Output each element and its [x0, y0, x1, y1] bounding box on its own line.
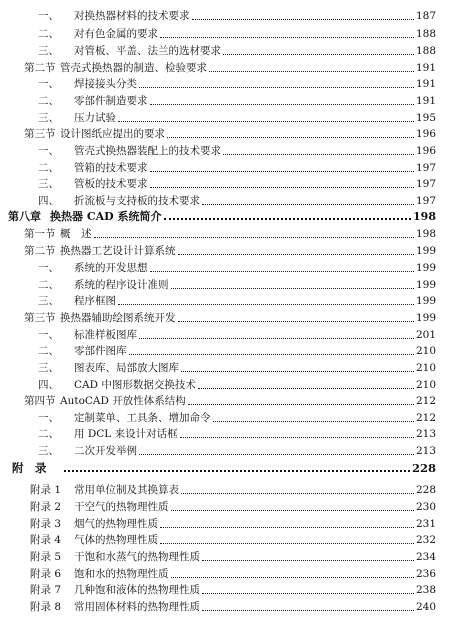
toc-entry-number: 三、	[38, 445, 59, 457]
toc-entry-number: 四、	[38, 379, 59, 391]
toc-entry-title: 管箱的技术要求	[74, 162, 148, 174]
toc-entry-title: 换热器工艺设计计算系统	[60, 245, 176, 257]
toc-entry	[30, 568, 436, 581]
dot-leader	[150, 271, 414, 272]
toc-entry	[38, 379, 436, 392]
toc-entry	[38, 445, 436, 458]
toc-entry-title: 管壳式换热器装配上的技术要求	[74, 145, 221, 157]
toc-entry-page: 199	[415, 279, 436, 291]
toc-entry-number: 附 录	[12, 461, 47, 475]
toc-entry-number: 二、	[38, 28, 59, 40]
toc-entry-page: 201	[415, 329, 436, 341]
toc-entry-page: 191	[415, 78, 436, 90]
toc-entry-number: 第八章	[8, 210, 41, 223]
toc-entry-page: 199	[415, 295, 436, 307]
toc-entry-page: 187	[415, 10, 436, 22]
toc-entry-page: 210	[415, 362, 436, 374]
toc-entry-page: 236	[415, 568, 436, 580]
toc-entry	[8, 210, 436, 223]
toc-entry-title: 常用固体材料的热物理性质	[74, 601, 200, 613]
toc-entry-number: 二、	[38, 279, 59, 291]
toc-entry	[38, 178, 436, 191]
toc-entry	[30, 601, 436, 614]
toc-entry-title: 换热器 CAD 系统简介	[50, 210, 162, 223]
dot-leader	[139, 338, 414, 339]
toc-entry-page: 199	[415, 262, 436, 274]
dot-leader	[139, 87, 414, 88]
dot-leader	[209, 71, 414, 72]
toc-entry-page: 212	[415, 395, 436, 407]
toc-entry-title: 换热器辅助绘图系统开发	[60, 312, 176, 324]
toc-entry-title: 管壳式换热器的制造、检验要求	[60, 62, 207, 74]
toc-entry-title: 系统的开发思想	[74, 262, 148, 274]
toc-entry-number: 附录 6	[30, 568, 62, 580]
toc-entry	[24, 62, 436, 75]
toc-entry-number: 四、	[38, 195, 59, 207]
dot-leader	[164, 218, 412, 220]
toc-entry	[38, 362, 436, 375]
toc-entry-number: 二、	[38, 95, 59, 107]
toc-entry-page: 197	[415, 195, 436, 207]
toc-entry	[30, 584, 436, 597]
toc-entry-number: 一、	[38, 145, 59, 157]
toc-entry-title: 对管板、平盖、法兰的选材要求	[74, 45, 221, 57]
dot-leader	[178, 254, 414, 255]
toc-entry-title: 用 DCL 来设计对话框	[74, 428, 178, 440]
dot-leader	[171, 577, 414, 578]
toc-entry-page: 210	[415, 345, 436, 357]
toc-entry	[30, 501, 436, 514]
toc-entry-number: 三、	[38, 112, 59, 124]
dot-leader	[188, 404, 414, 405]
toc-entry-page: 191	[415, 95, 436, 107]
toc-entry-title: 二次开发举例	[74, 445, 137, 457]
toc-entry	[38, 145, 436, 158]
toc-entry-title: 饱和水的热物理性质	[74, 568, 169, 580]
toc-entry-title: 零部件图库	[74, 345, 127, 357]
toc-entry-title: 几种饱和液体的热物理性质	[74, 584, 200, 596]
toc-entry-title: AutoCAD 开放性体系结构	[60, 395, 186, 407]
toc-entry-page: 213	[415, 428, 436, 440]
toc-entry-title: 概 述	[60, 228, 92, 240]
toc-entry	[38, 329, 436, 342]
toc-entry-title: 压力试验	[74, 112, 116, 124]
toc-entry-title: CAD 中图形数据交换技术	[74, 379, 196, 391]
toc-entry-title: 系统的程序设计准则	[74, 279, 169, 291]
dot-leader	[160, 37, 414, 38]
toc-entry-title: 焊接接头分类	[74, 78, 137, 90]
toc-entry-page: 196	[415, 145, 436, 157]
toc-entry	[38, 428, 436, 441]
toc-entry-title: 零部件制造要求	[74, 95, 148, 107]
toc-entry-page: 188	[415, 45, 436, 57]
toc-entry-page: 213	[415, 445, 436, 457]
dot-leader	[213, 421, 414, 422]
dot-leader	[167, 137, 414, 138]
toc-entry	[30, 484, 436, 497]
dot-leader	[118, 121, 414, 122]
toc-entry-title: 气体的热物理性质	[74, 534, 158, 546]
dot-leader	[181, 493, 414, 494]
toc-entry	[38, 279, 436, 292]
toc-entry-number: 一、	[38, 262, 59, 274]
toc-entry-number: 第三节	[24, 128, 56, 140]
dot-leader	[192, 19, 414, 20]
toc-entry-page: 210	[415, 379, 436, 391]
dot-leader	[202, 204, 414, 205]
toc-entry-number: 二、	[38, 162, 59, 174]
dot-leader	[94, 237, 414, 238]
toc-entry-number: 一、	[38, 329, 59, 341]
toc-entry-number: 第一节	[24, 228, 56, 240]
toc-entry-title: 烟气的热物理性质	[74, 518, 158, 530]
toc-entry-page: 191	[415, 62, 436, 74]
toc-entry-page: 212	[415, 412, 436, 424]
toc-entry	[38, 345, 436, 358]
toc-entry-number: 附录 7	[30, 584, 62, 596]
toc-entry-page: 199	[415, 245, 436, 257]
toc-entry-title: 定制菜单、工具条、增加命令	[74, 412, 211, 424]
toc-entry-title: 程序框图	[74, 295, 116, 307]
dot-leader	[118, 304, 414, 305]
toc-entry	[12, 462, 436, 475]
dot-leader	[150, 171, 414, 172]
toc-entry	[38, 28, 436, 41]
toc-entry	[30, 518, 436, 531]
dot-leader	[223, 154, 414, 155]
toc-entry	[24, 128, 436, 141]
dot-leader	[160, 527, 414, 528]
toc-entry	[24, 245, 436, 258]
toc-entry-number: 三、	[38, 178, 59, 190]
dot-leader	[202, 560, 414, 561]
dot-leader	[150, 104, 414, 105]
toc-entry	[38, 78, 436, 91]
toc-entry-title: 折流板与支持板的技术要求	[74, 195, 200, 207]
toc-entry-title: 设计图纸应提出的要求	[60, 128, 165, 140]
toc-entry	[38, 295, 436, 308]
toc-entry-title: 管板的技术要求	[74, 178, 148, 190]
dot-leader	[180, 437, 414, 438]
toc-entry-title: 标准样板图库	[74, 329, 137, 341]
dot-leader	[171, 288, 414, 289]
toc-entry-page: 198	[415, 228, 436, 240]
toc-entry-number: 附录 8	[30, 601, 62, 613]
toc-entry-page: 197	[415, 162, 436, 174]
dot-leader	[129, 354, 414, 355]
toc-entry-number: 附录 5	[30, 551, 62, 563]
toc-entry	[38, 195, 436, 208]
toc-entry	[38, 10, 436, 23]
toc-entry-page: 196	[415, 128, 436, 140]
toc-entry	[24, 395, 436, 408]
toc-entry-number: 三、	[38, 362, 59, 374]
toc-entry-page: 228	[415, 484, 436, 496]
toc-entry-page: 238	[415, 584, 436, 596]
toc-entry-title: 干空气的热物理性质	[74, 501, 169, 513]
toc-entry	[30, 534, 436, 547]
dot-leader	[150, 187, 414, 188]
toc-entry-page: 198	[413, 210, 436, 223]
toc-entry	[38, 45, 436, 58]
dot-leader	[160, 543, 414, 544]
toc-entry	[38, 262, 436, 275]
toc-entry-number: 一、	[38, 412, 59, 424]
dot-leader	[223, 54, 414, 55]
toc-entry-title: 对换热器材料的技术要求	[74, 10, 190, 22]
toc-entry-page: 199	[415, 312, 436, 324]
toc-entry	[38, 412, 436, 425]
toc-entry-page: 230	[415, 501, 436, 513]
toc-entry-number: 第二节	[24, 245, 56, 257]
toc-entry-number: 附录 1	[30, 484, 62, 496]
dot-leader	[181, 371, 414, 372]
toc-entry-number: 二、	[38, 345, 59, 357]
toc-entry-number: 第四节	[24, 395, 56, 407]
toc-entry	[38, 112, 436, 125]
dot-leader	[198, 388, 414, 389]
toc-entry-number: 一、	[38, 10, 59, 22]
toc-entry-page: 232	[415, 534, 436, 546]
toc-entry-number: 附录 4	[30, 534, 62, 546]
dot-leader	[139, 454, 414, 455]
toc-entry-title: 对有色金属的要求	[74, 28, 158, 40]
dot-leader	[171, 510, 414, 511]
toc-entry-number: 三、	[38, 45, 59, 57]
dot-leader	[178, 321, 414, 322]
toc-entry-number: 三、	[38, 295, 59, 307]
toc-entry-page: 240	[415, 601, 436, 613]
toc-entry-number: 附录 3	[30, 518, 62, 530]
toc-entry	[38, 95, 436, 108]
toc-entry-title: 图表库、局部放大图库	[74, 362, 179, 374]
toc-entry	[24, 312, 436, 325]
dot-leader	[202, 593, 414, 594]
toc-entry-page: 228	[411, 461, 436, 475]
toc-entry-page: 188	[415, 28, 436, 40]
toc-entry-number: 第二节	[24, 62, 56, 74]
toc-entry-title: 干饱和水蒸气的热物理性质	[74, 551, 200, 563]
toc-entry-page: 197	[415, 178, 436, 190]
toc-entry-page: 195	[415, 112, 436, 124]
toc-entry-title: 常用单位制及其换算表	[74, 484, 179, 496]
toc-entry-page: 234	[415, 551, 436, 563]
toc-entry	[38, 162, 436, 175]
dot-leader	[64, 470, 410, 472]
toc-entry	[24, 228, 436, 241]
toc-entry-page: 231	[415, 518, 436, 530]
toc-entry-number: 第三节	[24, 312, 56, 324]
toc-entry-number: 二、	[38, 428, 59, 440]
toc-entry-number: 一、	[38, 78, 59, 90]
dot-leader	[202, 610, 414, 611]
toc-entry-number: 附录 2	[30, 501, 62, 513]
toc-entry	[30, 551, 436, 564]
